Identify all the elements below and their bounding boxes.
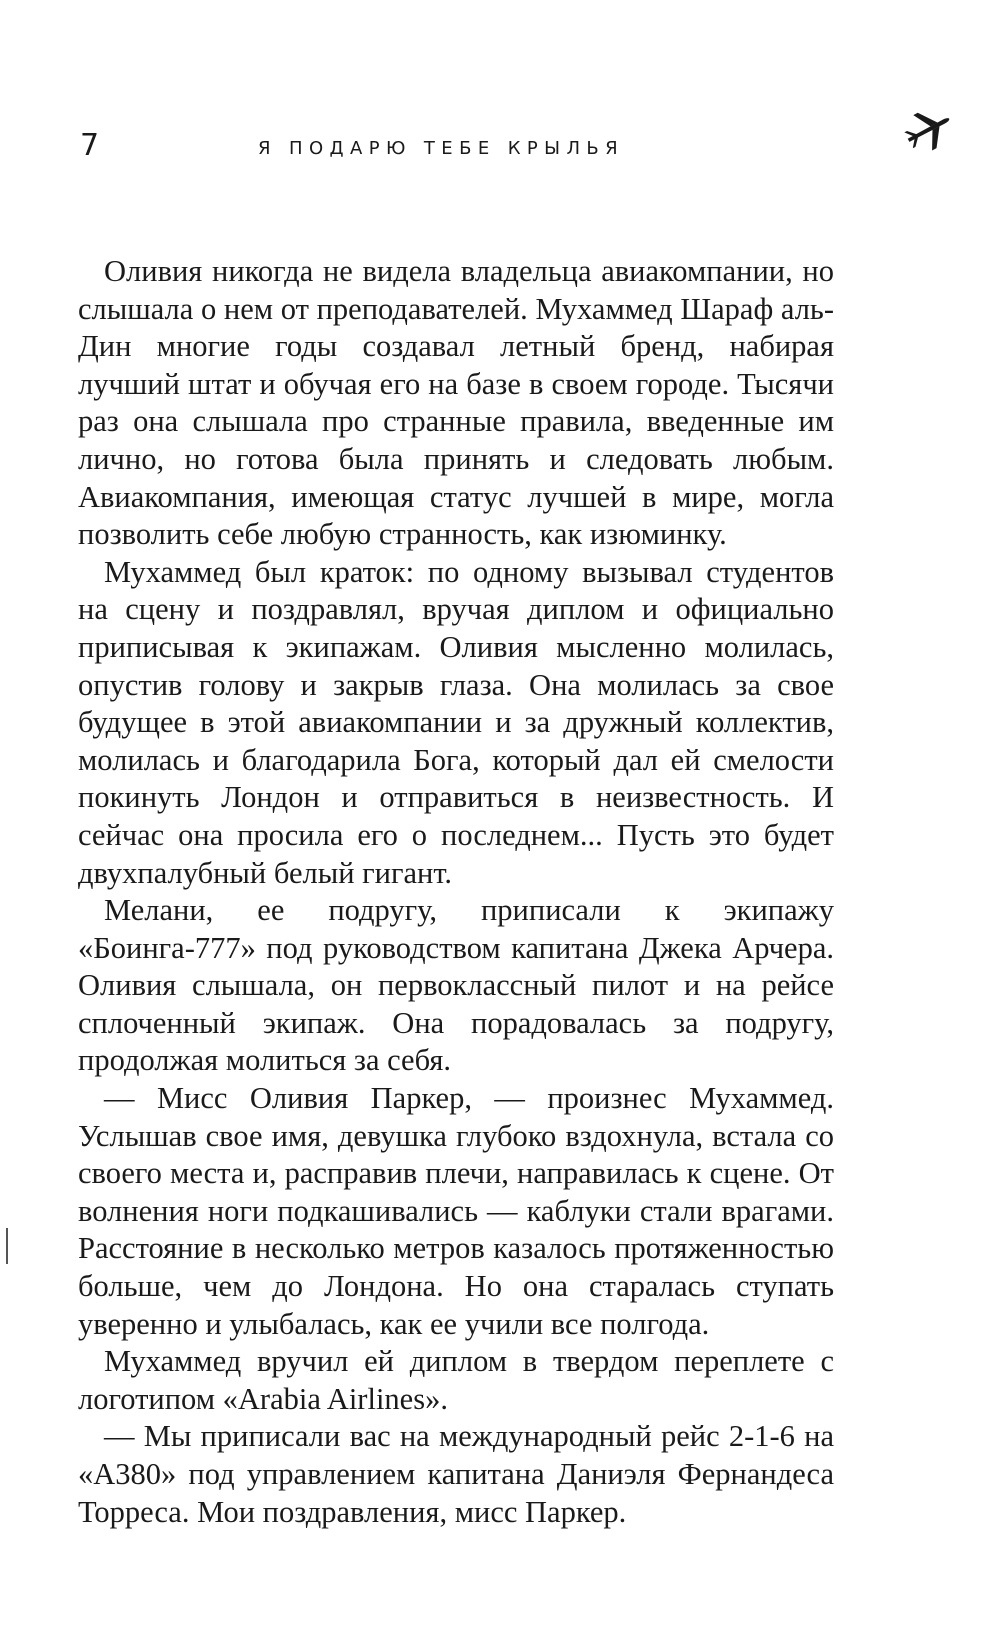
page-number: 7 bbox=[80, 128, 100, 163]
paragraph: Мухаммед вручил ей диплом в твердом переплете с логотипом «Arabia Airlines». bbox=[78, 1344, 834, 1416]
scan-margin-mark bbox=[6, 1228, 8, 1264]
airplane-icon bbox=[902, 104, 954, 156]
page-header bbox=[0, 0, 1000, 200]
running-title: Я ПОДАРЮ ТЕБЕ КРЫЛЬЯ bbox=[258, 138, 625, 159]
paragraph: — Мисс Оливия Паркер, — произнес Мухаммед. Услышав свое имя, девушка глубоко вздохнула, встала со своего места и, расправив плечи, направилась к сцене. От волнения ноги подкашивались — каблуки стали врагами. Расстояние в несколько метров казалось протяженностью больше, чем до Лондона. Но она старалась ступать уверенно и улыбалась, как ее учили все полгода. bbox=[78, 1081, 834, 1341]
paragraph: — Мы приписали вас на международный рейс 2-1-6 на «А380» под управлением капитана Даниэля Фернандеса Торреса. Мои поздравления, мисс Паркер. bbox=[78, 1419, 834, 1529]
paragraph: Мухаммед был краток: по одному вызывал студентов на сцену и поздравлял, вручая диплом и официально приписывая к экипажам. Оливия мысленно молилась, опустив голову и закрыв глаза. Она молилась за свое будущее в этой авиакомпании и за дружный коллектив, молилась и благодарила Бога, который дал ей смелости покинуть Лондон и отправиться в неизвестность. И сейчас она просила его о последнем... Пусть это будет двухпалубный белый гигант. bbox=[78, 554, 834, 890]
paragraph: Мелани, ее подругу, приписали к экипажу «Боинга-777» под руководством капитана Джека Арчера. Оливия слышала, он первоклассный пилот и на рейсе сплоченный экипаж. Она порадовалась за подругу, продолжая молиться за себя. bbox=[78, 893, 834, 1078]
body-text bbox=[78, 253, 834, 1531]
paragraph: Оливия никогда не видела владельца авиакомпании, но слышала о нем от преподавателей. Мухаммед Шараф аль-Дин многие годы создавал летный бренд, набирая лучший штат и обучая его на базе в своем городе. Тысячи раз она слышала про странные правила, введенные им лично, но готова была принять и следовать любым. Авиакомпания, имеющая статус лучшей в мире, могла позволить себе любую странность, как изюминку. bbox=[78, 254, 834, 552]
